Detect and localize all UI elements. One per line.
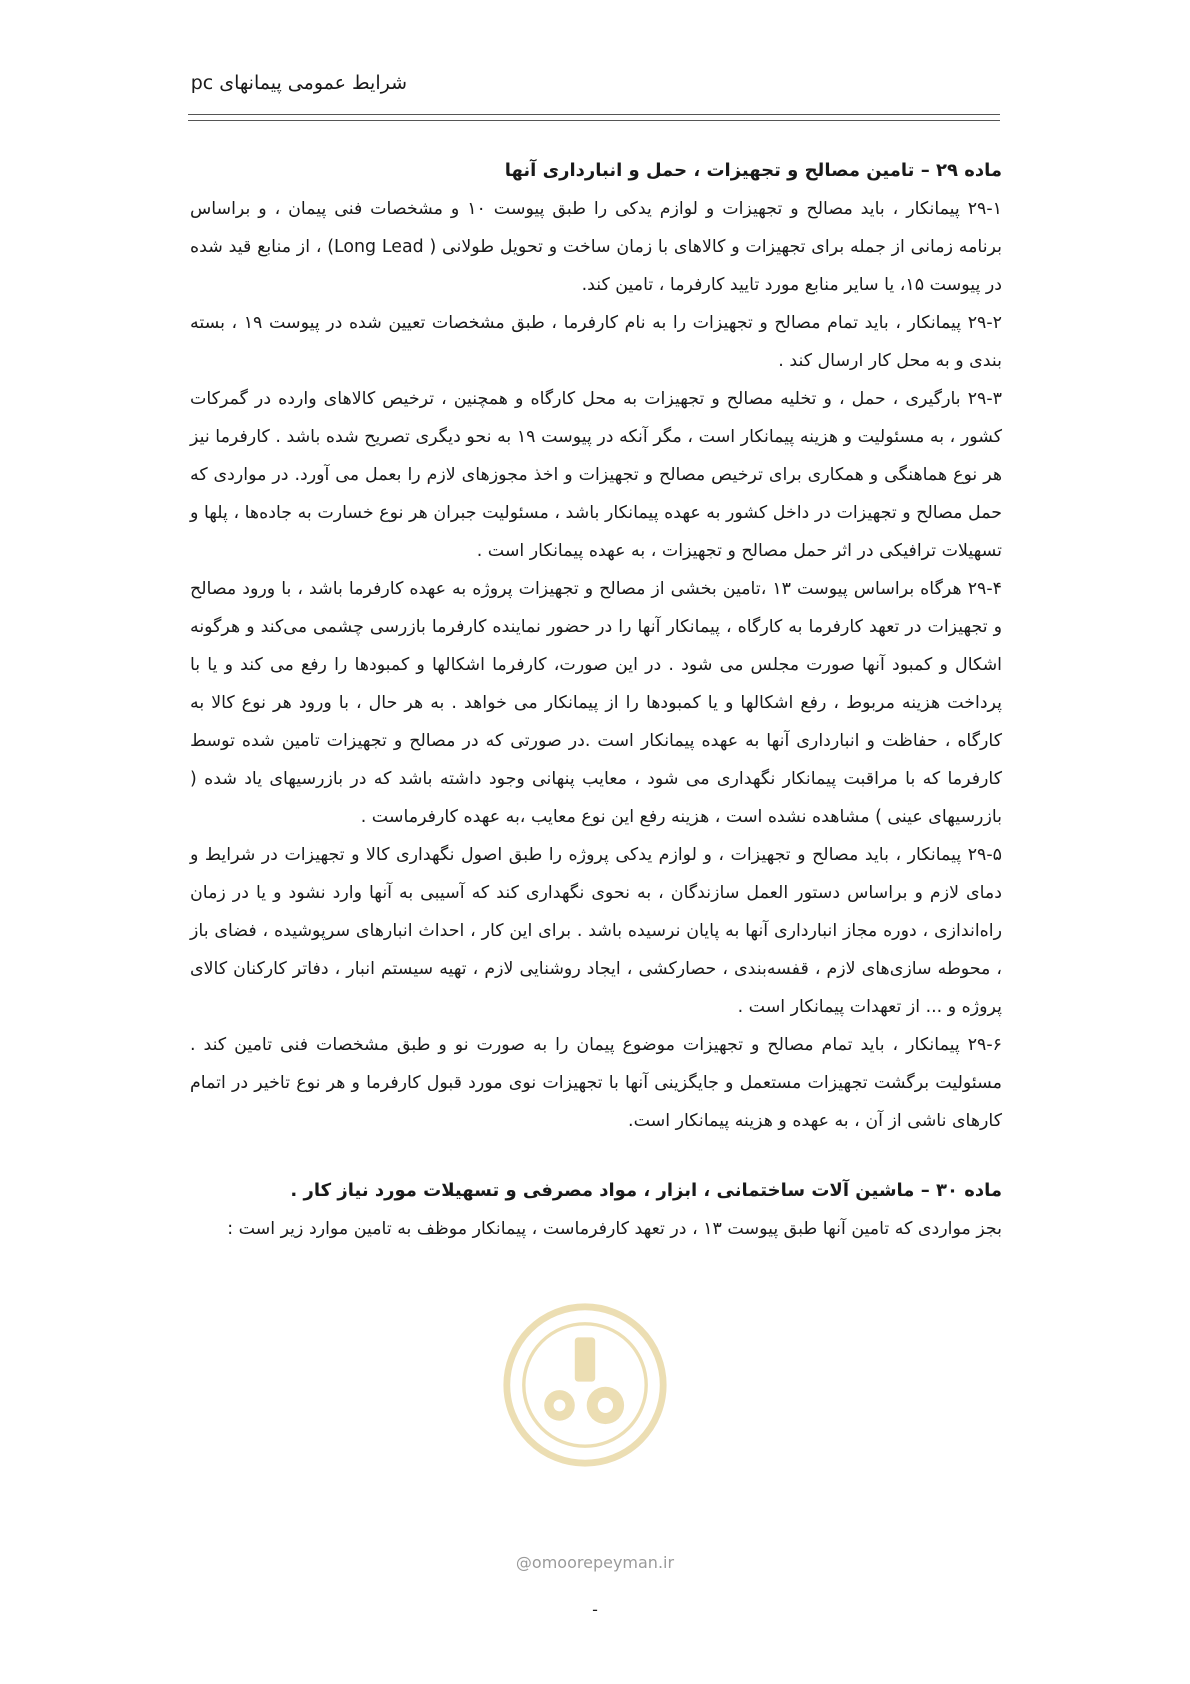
header-title: شرایط عمومی پیمانهای pc: [190, 72, 407, 94]
document-body: [190, 152, 1002, 1248]
article-29-heading: ماده ۲۹ – تامین مصالح و تجهیزات ، حمل و انبارداری آنها: [504, 160, 1002, 181]
watermark-url: @omoorepeyman.ir: [515, 1553, 675, 1572]
clause-29-6: [190, 1026, 1002, 1140]
clause-29-5: [190, 836, 1002, 1026]
clause-number: ۲۹-۱: [967, 199, 1002, 219]
clause-29-3: [190, 380, 1002, 570]
article-30-intro: بجز مواردی که تامین آنها طبق پیوست ۱۳ ، در تعهد کارفرماست ، پیمانکار موظف به تامین موارد زیر است :: [227, 1219, 1002, 1239]
clause-text: بارگیری ، حمل ، و تخلیه مصالح و تجهیزات به محل کارگاه و همچنین ، ترخیص کالاهای وارده در گمرکات کشور ، به مسئولیت و هزینه پیمانکار است ، مگر آنکه در پیوست ۱۹ به نحو دیگری تصریح شده باشد . کارفرما نیز هر نوع هماهنگی و همکاری برای ترخیص مصالح و تجهیزات و اخذ مجوزهای لازم را بعمل می آورد. در مواردی که حمل مصالح و تجهیزات در داخل کشور به عهده پیمانکار باشد ، مسئولیت جبران هر نوع خسارت به جاده‌ها ، پلها و تسهیلات ترافیکی در اثر حمل مصالح و تجهیزات ، به عهده پیمانکار است .: [190, 389, 1002, 561]
article-30-heading: ماده ۳۰ – ماشین آلات ساختمانی ، ابزار ، مواد مصرفی و تسهیلات مورد نیاز کار .: [290, 1180, 1002, 1201]
article-30: [190, 1172, 1002, 1248]
clause-number: ۲۹-۳: [967, 389, 1002, 409]
clause-number: ۲۹-۴: [967, 579, 1002, 599]
clause-text: پیمانکار ، باید مصالح و تجهیزات و لوازم یدکی را طبق پیوست ۱۰ و مشخصات فنی پیمان ، و براساس برنامه زمانی از جمله برای تجهیزات و کالاهای با زمان ساخت و تحویل طولانی ( Long Lead) ، از منابع قید شده در پیوست ۱۵، یا سایر منابع مورد تایید کارفرما ، تامین کند.: [190, 199, 1002, 295]
clause-number: ۲۹-۲: [967, 313, 1002, 333]
clause-text: پیمانکار ، باید مصالح و تجهیزات ، و لوازم یدکی پروژه را طبق اصول نگهداری کالا و تجهیزات در شرایط و دمای لازم و براساس دستور العمل سازندگان ، به نحوی نگهداری کند که آسیبی به آنها وارد نشود و یا در زمان راه‌اندازی ، دوره مجاز انبارداری آنها به پایان نرسیده باشد . برای این کار ، احداث انبارهای سرپوشیده ، فضای باز ، محوطه سازی‌های لازم ، قفسه‌بندی ، حصارکشی ، ایجاد روشنایی لازم ، تهیه سیستم انبار ، دفاتر کارکنان کالای پروژه و ... از تعهدات پیمانکار است .: [190, 845, 1002, 1017]
clause-text: پیمانکار ، باید تمام مصالح و تجهیزات را به نام کارفرما ، طبق مشخصات تعیین شده در پیوست ۱۹ ، بسته بندی و به محل کار ارسال کند .: [190, 313, 1002, 371]
at-icon: @: [515, 1553, 532, 1572]
page-number: -: [592, 1600, 598, 1619]
header-divider: [188, 114, 1000, 121]
clause-text: هرگاه براساس پیوست ۱۳ ،تامین بخشی از مصالح و تجهیزات پروژه به عهده کارفرما باشد ، با ورود مصالح و تجهیزات در تعهد کارفرما به کارگاه ، پیمانکار آنها را در حضور نماینده کارفرما بازرسی چشمی می‌کند و هرگونه اشکال و کمبود آنها صورت مجلس می شود . در این صورت، کارفرما اشکالها و کمبودها را رفع می کند و یا با پرداخت هزینه مربوط ، رفع اشکالها و یا کمبودها را از پیمانکار می خواهد . به هر حال ، با ورود هر نوع کالا به کارگاه ، حفاظت و انبارداری آنها به عهده پیمانکار است .در صورتی که در مصالح و تجهیزات تامین شده توسط کارفرما که با مراقبت پیمانکار نگهداری می شود ، معایب پنهانی وجود داشته باشد که در بازرسیهای یاد شده ( بازرسیهای عینی ) مشاهده نشده است ، هزینه رفع این نوع معایب ،به عهده کارفرماست .: [190, 579, 1002, 827]
clause-number: ۲۹-۶: [967, 1035, 1002, 1055]
clause-29-1: [190, 190, 1002, 304]
article-29: [190, 152, 1002, 1140]
clause-text: پیمانکار ، باید تمام مصالح و تجهیزات موضوع پیمان را به صورت نو و طبق مشخصات فنی تامین کند . مسئولیت برگشت تجهیزات مستعمل و جایگزینی آنها با تجهیزات نوی مورد قبول کارفرما و هر نوع تاخیر در اتمام کارهای ناشی از آن ، به عهده و هزینه پیمانکار است.: [190, 1035, 1002, 1131]
section-gap: [190, 1140, 1002, 1172]
clause-29-4: [190, 570, 1002, 836]
clause-number: ۲۹-۵: [967, 845, 1002, 865]
clause-29-2: [190, 304, 1002, 380]
watermark-seal-icon: [500, 1300, 670, 1470]
